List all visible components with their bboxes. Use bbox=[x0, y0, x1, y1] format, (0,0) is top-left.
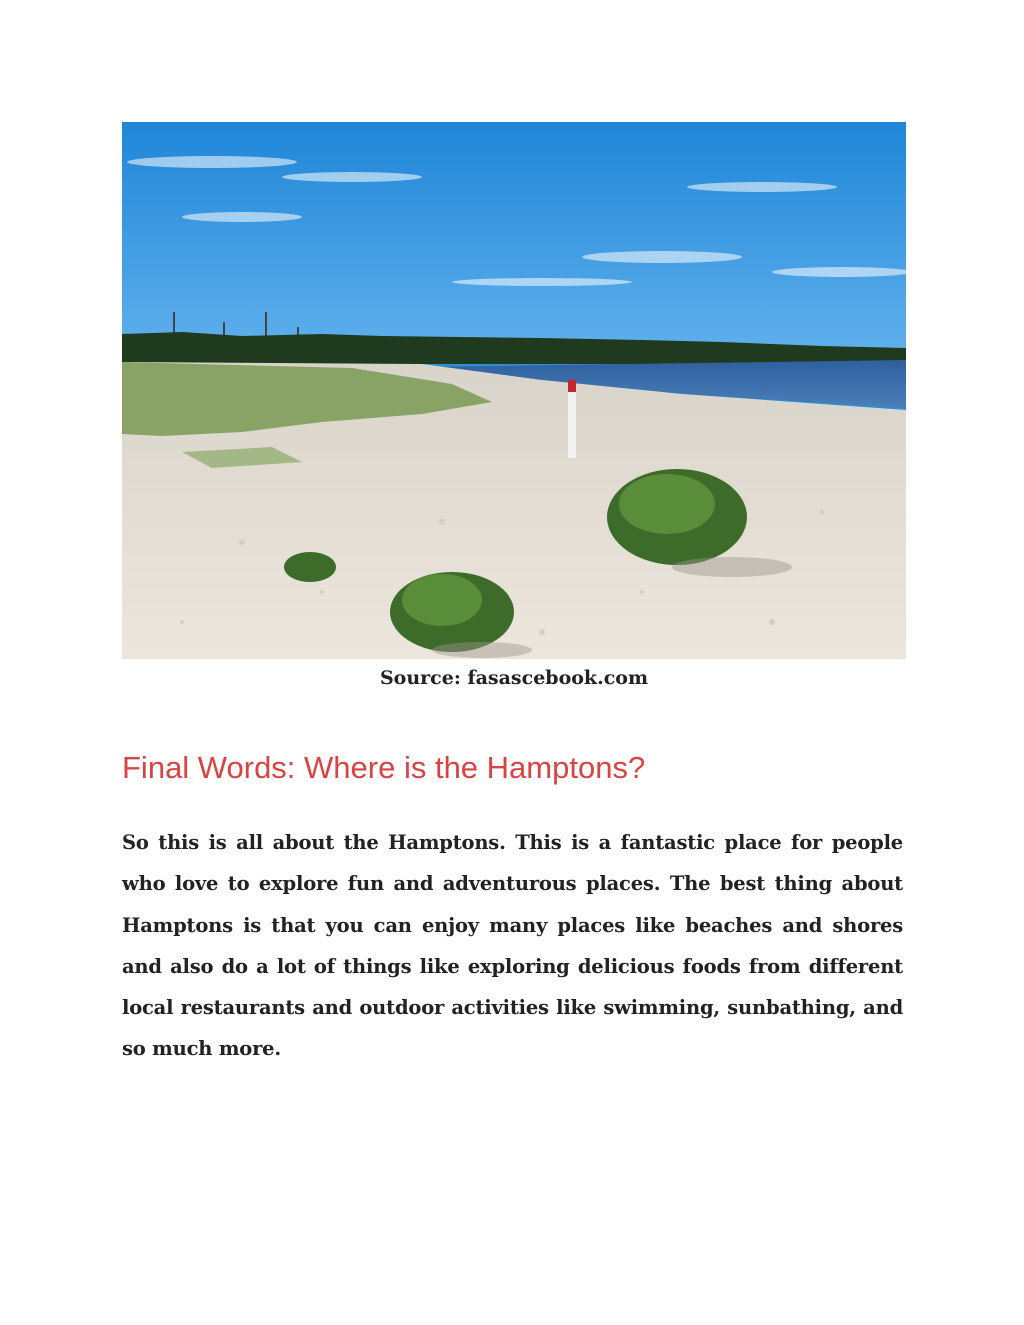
section-heading: Final Words: Where is the Hamptons? bbox=[122, 750, 646, 785]
image-caption: Source: fasascebook.com bbox=[379, 667, 649, 689]
beach-photo-illustration bbox=[122, 122, 906, 659]
body-paragraph: So this is all about the Hamptons. This is a fantastic place for people who love to explore fun and adventurous places. The best thing about Hamptons is that you can enjoy many places like beaches and shores and also do a lot of things like exploring delicious foods from different local restaurants and outdoor activities like swimming, sunbathing, and so much more. bbox=[122, 831, 903, 1061]
beach-photo bbox=[122, 122, 906, 659]
